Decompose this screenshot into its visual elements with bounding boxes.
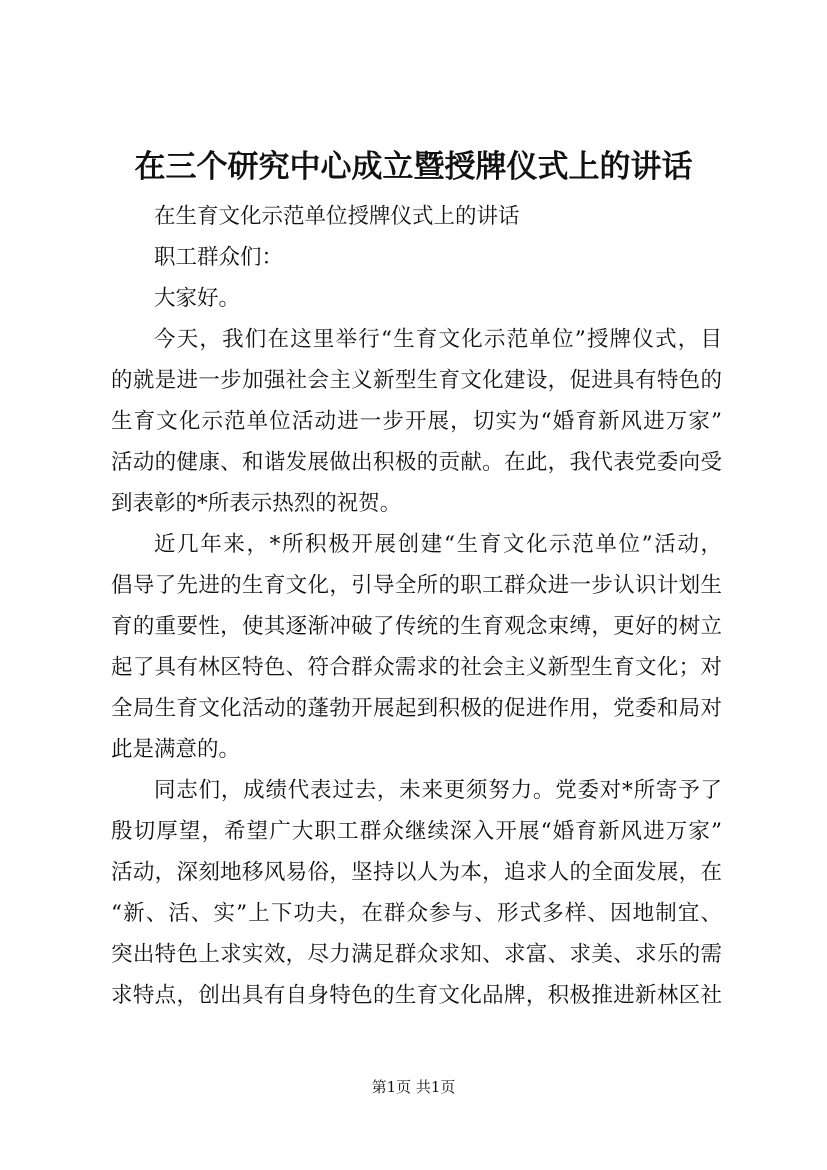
text-line: 活动的健康、和谐发展做出积极的贡献。在此，我代表党委向受 bbox=[111, 450, 722, 475]
text-line: 全局生育文化活动的蓬勃开展起到积极的促进作用，党委和局对 bbox=[111, 696, 722, 721]
text-line: 殷切厚望，希望广大职工群众继续深入开展“婚育新风进万家” bbox=[111, 819, 722, 844]
text-line: 今天，我们在这里举行“生育文化示范单位”授牌仪式，目 bbox=[154, 327, 722, 352]
text-line: 职工群众们： bbox=[154, 245, 284, 270]
text-line: 突出特色上求实效，尽力满足群众求知、求富、求美、求乐的需 bbox=[111, 942, 722, 967]
text-line: 生育文化示范单位活动进一步开展，切实为“婚育新风进万家” bbox=[111, 409, 722, 434]
text-line: 起了具有林区特色、符合群众需求的社会主义新型生育文化；对 bbox=[111, 655, 722, 680]
text-line: 倡导了先进的生育文化，引导全所的职工群众进一步认识计划生 bbox=[111, 573, 722, 598]
text-line: 近几年来，*所积极开展创建“生育文化示范单位”活动， bbox=[154, 532, 722, 557]
text-line: 的就是进一步加强社会主义新型生育文化建设，促进具有特色的 bbox=[111, 368, 722, 393]
text-line: 在生育文化示范单位授牌仪式上的讲话 bbox=[154, 204, 520, 229]
document-title: 在三个研究中心成立暨授牌仪式上的讲话 bbox=[134, 149, 693, 185]
text-line: 活动，深刻地移风易俗，坚持以人为本，追求人的全面发展，在 bbox=[111, 860, 722, 885]
text-line: 此是满意的。 bbox=[111, 737, 241, 762]
text-line: “新、活、实”上下功夫，在群众参与、形式多样、因地制宜、 bbox=[111, 901, 722, 926]
document-body bbox=[111, 196, 722, 1016]
text-line: 大家好。 bbox=[154, 286, 241, 311]
page-footer: 第1页 共1页 bbox=[371, 1078, 456, 1096]
text-line: 育的重要性，使其逐渐冲破了传统的生育观念束缚，更好的树立 bbox=[111, 614, 722, 639]
text-line: 同志们，成绩代表过去，未来更须努力。党委对*所寄予了 bbox=[154, 778, 722, 803]
text-line: 求特点，创出具有自身特色的生育文化品牌，积极推进新林区社 bbox=[111, 983, 722, 1008]
text-line: 到表彰的*所表示热烈的祝贺。 bbox=[111, 491, 402, 516]
